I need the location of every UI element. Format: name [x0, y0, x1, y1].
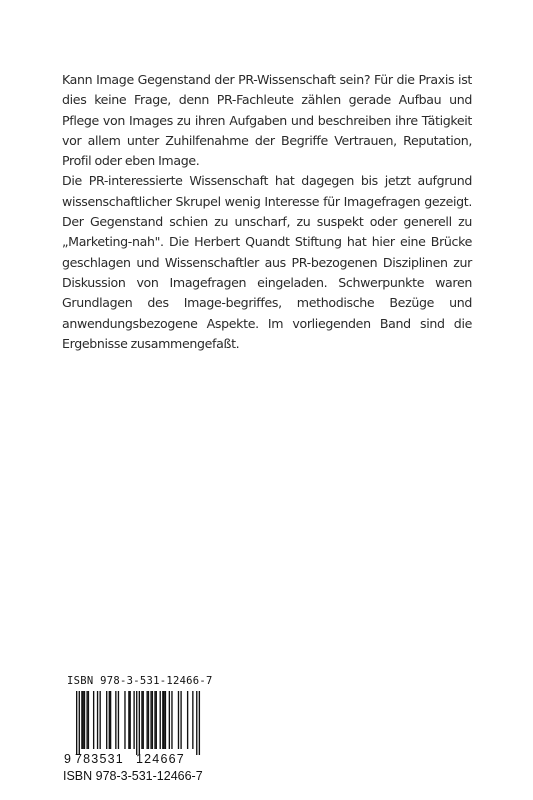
isbn-bottom-label: ISBN 978-3-531-12466-7 [63, 769, 203, 783]
barcode-bar [115, 691, 116, 749]
barcode-bar [148, 691, 149, 749]
blurb-paragraph-2: Die PR-interessierte Wissenschaft hat dagegen bis jetzt aufgrund wissenschaftlicher Skrupel wenig Interesse für Imagefragen gezeigt. Der Gegenstand schien zu unscharf, zu suspekt oder generell zu „Marketing-nah". Die Herbert Quandt Stiftung hat hier eine Brücke geschlagen und Wissenschaftler aus PR-bezogenen Disziplinen zur Diskussion von Imagefragen eingeladen. Schwerpunkte waren Grundlagen des Image-begriffes, methodische Bezüge und anwendungsbezogene Aspekte. Im vorliegenden Band sind die Ergebnisse zusammengefaßt. [62, 173, 472, 351]
barcode-bar [83, 691, 84, 749]
barcode-guard-bar [196, 691, 197, 755]
blurb-text [62, 70, 472, 354]
barcode-bar [81, 691, 82, 749]
barcode-bar [163, 691, 164, 749]
barcode-block [62, 673, 213, 785]
barcode-bar [109, 691, 110, 749]
barcode-guard-bar [139, 691, 140, 755]
barcode-bar [118, 691, 119, 749]
barcode-bar [106, 691, 107, 749]
barcode-bar [154, 691, 155, 749]
barcode-bar [169, 691, 170, 749]
barcode-bar [165, 691, 166, 749]
barcode-bar [156, 691, 157, 749]
ean13-barcode [66, 691, 202, 755]
barcode-bar [110, 691, 111, 749]
barcode-bar [146, 691, 147, 749]
barcode-bar [128, 691, 129, 749]
barcode-bar [171, 691, 172, 749]
barcode-bar [143, 691, 144, 749]
barcode-bar [152, 691, 153, 749]
barcode-bar [88, 691, 89, 749]
barcode-bar [150, 691, 151, 749]
barcode-bar [180, 691, 181, 749]
barcode-guard-bar [79, 691, 80, 755]
blurb-paragraph-1: Kann Image Gegenstand der PR-Wissenschaft sein? Für die Praxis ist dies keine Frage, denn PR-Fachleute zählen gerade Aufbau und Pflege von Images zu ihren Aufgaben und beschreiben ihre Tätigkeit vor allem unter Zuhilfenahme der Begriffe Vertrauen, Reputation, Profil oder eben Image. [62, 72, 472, 169]
barcode-digit-group-right: 124667 [136, 752, 185, 766]
barcode-bar [124, 691, 125, 749]
barcode-bar [93, 691, 94, 749]
barcode-bar [99, 691, 100, 749]
barcode-guard-bar [76, 691, 77, 755]
barcode-bar [86, 691, 87, 749]
barcode-guard-bar [199, 691, 200, 755]
barcode-bar [160, 691, 161, 749]
barcode-bar [192, 691, 193, 749]
barcode-guard-bar [136, 691, 137, 755]
isbn-top-label: ISBN 978-3-531-12466-7 [67, 675, 213, 687]
barcode-digit-lead: 9 [64, 752, 71, 766]
barcode-bar [162, 691, 163, 749]
barcode-bar [97, 691, 98, 749]
barcode-digit-group-left: 783531 [75, 752, 124, 766]
barcode-bar [130, 691, 131, 749]
barcode-bar [84, 691, 85, 749]
barcode-bar [133, 691, 134, 749]
barcode-bar [187, 691, 188, 749]
barcode-bar [141, 691, 142, 749]
barcode-bar [178, 691, 179, 749]
